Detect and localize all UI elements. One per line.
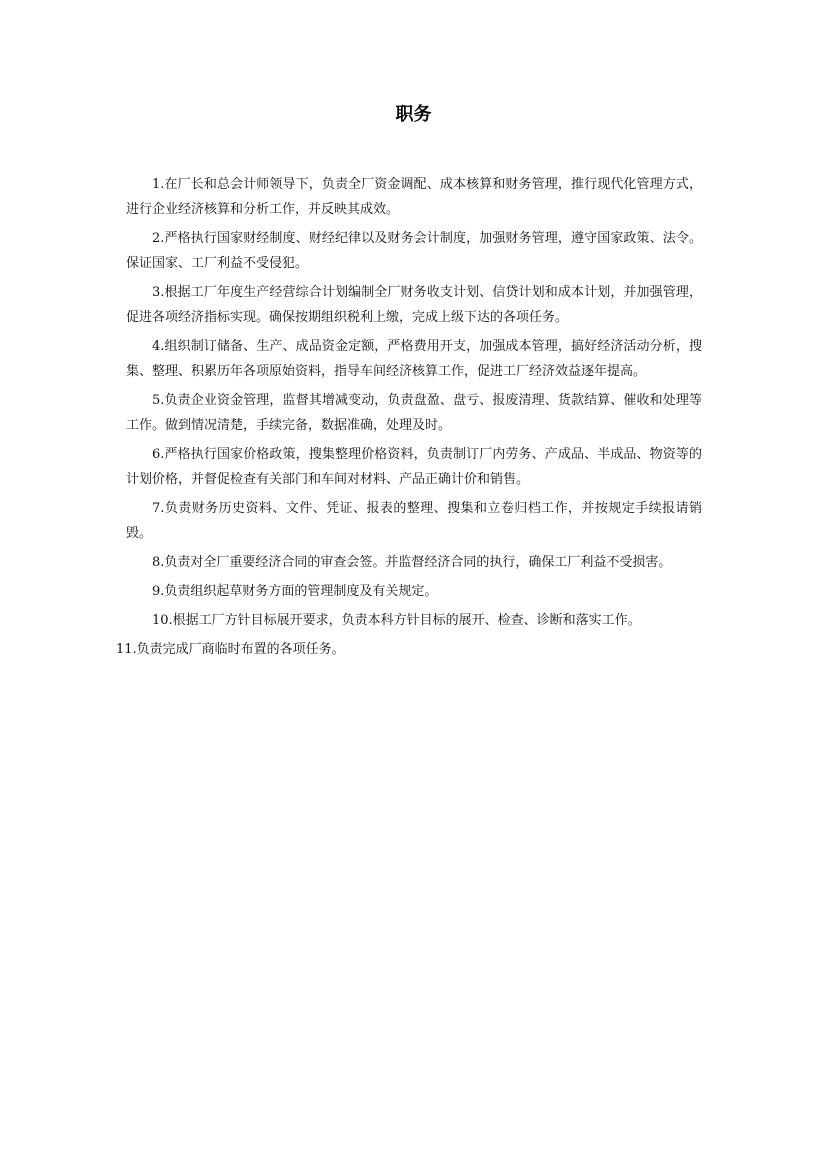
duty-item-9: 9.负责组织起草财务方面的管理制度及有关规定。 (152, 584, 438, 599)
duty-item-8: 8.负责对全厂重要经济合同的审查会签。并监督经济合同的执行，确保工厂利益不受损害。 (152, 555, 672, 570)
duty-item-2: 2.严格执行国家财经制度、财经纪律以及财务会计制度，加强财务管理，遵守国家政策、法令。保证国家、工厂利益不受侵犯。 (126, 231, 702, 271)
document-title: 职务 (395, 104, 432, 125)
duty-item-4: 4.组织制订储备、生产、成品资金定额，严格费用开支，加强成本管理，搞好经济活动分析，搜集、整理、积累历年各项原始资料，指导车间经济核算工作，促进工厂经济效益逐年提高。 (126, 339, 702, 379)
duty-item-11: 11.负责完成厂商临时布置的各项任务。 (116, 642, 345, 657)
duty-item-10: 10.根据工厂方针目标展开要求，负责本科方针目标的展开、检查、诊断和落实工作。 (152, 613, 641, 628)
duty-item-3: 3.根据工厂年度生产经营综合计划编制全厂财务收支计划、信贷计划和成本计划，并加强管理，促进各项经济指标实现。确保按期组织税利上缴，完成上级下达的各项任务。 (126, 285, 702, 325)
duty-item-5: 5.负责企业资金管理，监督其增减变动，负责盘盈、盘亏、报废清理、货款结算、催收和处理等工作。做到情况清楚，手续完备，数据准确，处理及时。 (126, 393, 702, 433)
document-body (116, 172, 702, 666)
duty-item-1: 1.在厂长和总会计师领导下，负责全厂资金调配、成本核算和财务管理，推行现代化管理方式，进行企业经济核算和分析工作，并反映其成效。 (126, 177, 702, 217)
duty-item-7: 7.负责财务历史资料、文件、凭证、报表的整理、搜集和立卷归档工作，并按规定手续报请销毁。 (126, 501, 702, 541)
duty-item-6: 6.严格执行国家价格政策，搜集整理价格资料，负责制订厂内劳务、产成品、半成品、物资等的计划价格，并督促检查有关部门和车间对材料、产品正确计价和销售。 (126, 447, 702, 487)
